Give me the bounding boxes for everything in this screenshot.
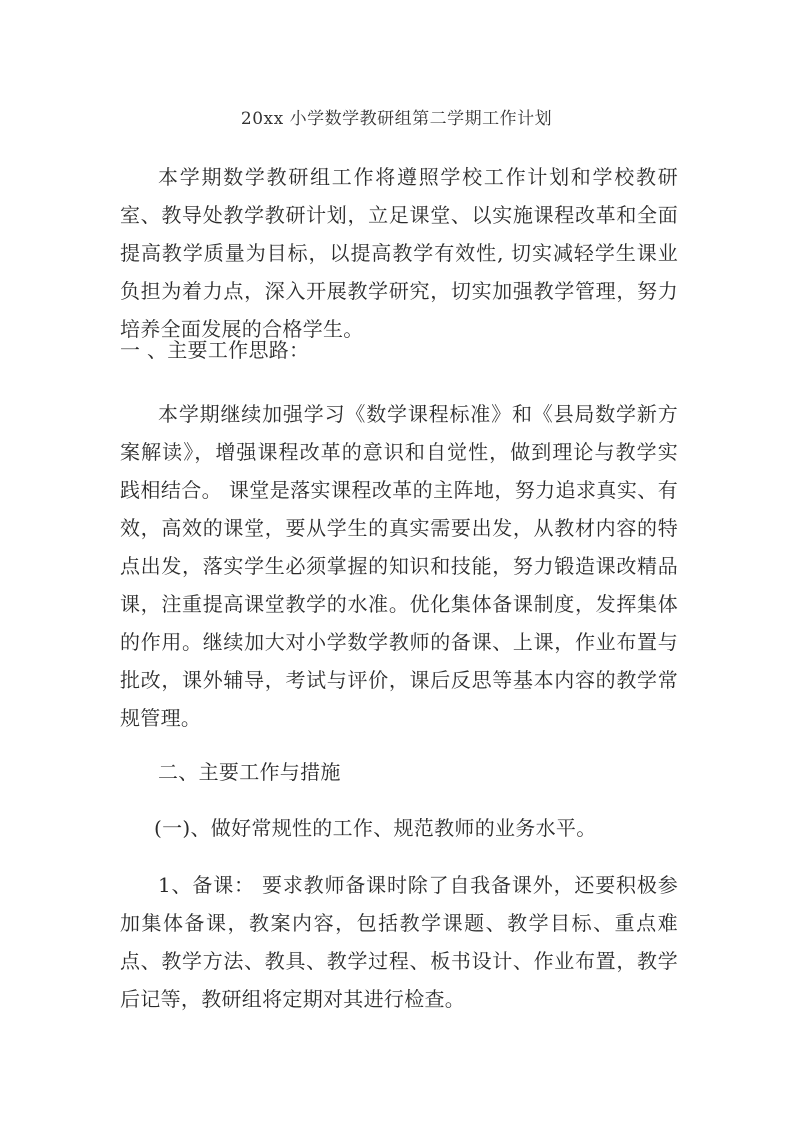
document-title: 20xx 小学数学教研组第二学期工作计划 <box>240 109 553 129</box>
section-1-paragraph: 本学期继续加强学习《数学课程标准》和《县局数学新方案解读》，增强课程改革的意识和自觉性，做到理论与教学实践相结合。 课堂是落实课程改革的主阵地，努力追求真实、有效，高效的课堂，要从学生的真实需要出发，从教材内容的特点出发，落实学生必须掌握的知识和技能，努力锻造课改精品课，注重提高课堂教学的水准。优化集体备课制度，发挥集体的作用。继续加大对小学数学教师的备课、上课，作业布置与批改，课外辅导，考试与评价，课后反思等基本内容的教学常规管理。 <box>120 402 678 730</box>
intro-paragraph: 本学期数学教研组工作将遵照学校工作计划和学校教研室、教导处教学教研计划，立足课堂、以实施课程改革和全面提高教学质量为目标，以提高教学有效性, 切实减轻学生课业负担为着力点，深入开展教学研究，切实加强教学管理，努力培养全面发展的合格学生。 <box>120 165 678 341</box>
section-2-heading: 二、主要工作与措施 <box>158 760 341 784</box>
lesson-prep-paragraph: 1、备课： 要求教师备课时除了自我备课外，还要积极参加集体备课，教案内容，包括教学课题、教学目标、重点难点、教学方法、教具、教学过程、板书设计、作业布置，教学后记等，教研组将定期对其进行检查。 <box>120 873 678 1011</box>
section-2-subheading: (一)、做好常规性的工作、规范教师的业务水平。 <box>154 816 597 840</box>
section-1-heading: 一 、主要工作思路： <box>120 338 310 362</box>
